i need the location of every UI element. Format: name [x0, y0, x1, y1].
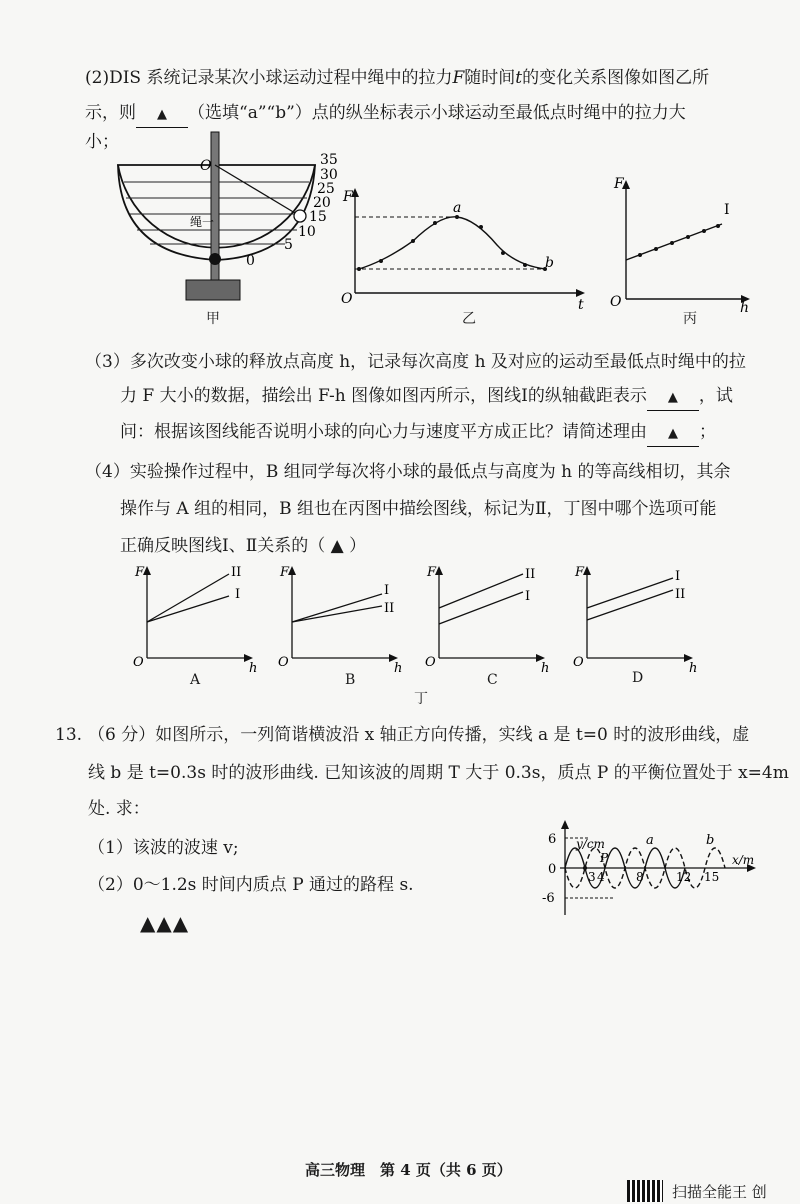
figure-bing — [604, 172, 764, 312]
option-b-bottom: II — [384, 601, 395, 616]
q13-number: 13. — [55, 725, 83, 745]
bing-y-label: F — [614, 176, 624, 192]
bing-origin: O — [610, 294, 622, 310]
answer-blank: ▲ — [136, 103, 188, 128]
yi-point-b: b — [545, 255, 554, 271]
figure-yi — [335, 185, 595, 315]
scanner-watermark: 扫描全能王 创 — [672, 1183, 767, 1201]
scale-25: 25 — [317, 181, 335, 197]
q12-p4-line3: 正确反映图线Ⅰ、Ⅱ关系的（ ▲ ） — [120, 536, 367, 556]
q12-p4-line1: （4）实验操作过程中，B 组同学每次将小球的最低点与高度为 h 的等高线相切，其余 — [85, 462, 731, 482]
wave-tick-y-neg6: -6 — [542, 891, 555, 906]
yi-point-a: a — [453, 200, 462, 216]
option-b-top: I — [384, 583, 390, 598]
scale-10: 10 — [298, 224, 316, 240]
yi-x-label: t — [578, 297, 584, 313]
wave-tick-x-8: 8 — [636, 870, 644, 884]
figure-ding — [125, 560, 705, 690]
q13-sub2: （2）0～1.2s 时间内质点 P 通过的路程 s. — [88, 875, 414, 895]
q12-p2-line2: 示，则 ▲ （选填“a”“b”）点的纵坐标表示小球运动至最低点时绳中的拉力大 — [85, 101, 686, 128]
option-b-label: B — [345, 672, 356, 688]
wave-tick-x-4: 4 — [597, 870, 605, 884]
page-footer: 高三物理 第 4 页（共 6 页） — [305, 1161, 512, 1179]
q13-line2: 线 b 是 t=0.3s 时的波形曲线. 已知该波的周期 T 大于 0.3s，质点 P 的平衡位置处于 x=4m — [88, 763, 789, 783]
q13-line1: （6 分）如图所示，一列简谐横波沿 x 轴正方向传播，实线 a 是 t=0 时的波形曲线，虚 — [88, 725, 750, 745]
wave-label-a: a — [646, 833, 654, 848]
bing-line-label: I — [724, 202, 730, 218]
option-d-graph — [573, 565, 697, 676]
q13-line3: 处. 求： — [88, 799, 150, 819]
jia-rope-label: 绳一 — [190, 215, 215, 229]
option-c-top: II — [525, 567, 536, 582]
option-b-y: F — [280, 565, 290, 580]
option-a-y: F — [135, 565, 145, 580]
scale-35: 35 — [320, 152, 338, 168]
q12-p3-line1: （3）多次改变小球的释放点高度 h，记录每次高度 h 及对应的运动至最低点时绳中的拉 — [85, 352, 746, 372]
q12-p3-line2: 力 F 大小的数据，描绘出 F-h 图像如图丙所示，图线Ⅰ的纵轴截距表示 ▲ ，试 — [120, 384, 733, 411]
figure-jia — [110, 130, 360, 330]
option-c-origin: O — [425, 655, 436, 670]
wave-tick-x-12: 12 — [676, 870, 692, 884]
caption-jia: 甲 — [206, 311, 220, 327]
scale-0: 0 — [246, 253, 255, 269]
q12-p3-line3: 问：根据该图线能否说明小球的向心力与速度平方成正比？请简述理由 ▲ ； — [120, 420, 716, 447]
wave-tick-x-3: 3 — [588, 870, 596, 884]
option-b-graph — [278, 565, 402, 676]
bing-x-label: h — [740, 300, 750, 312]
q13-answer-marks: ▲▲▲ — [140, 911, 190, 935]
scale-20: 20 — [313, 195, 331, 211]
yi-origin: O — [341, 291, 353, 307]
wave-tick-y-0: 0 — [548, 862, 557, 877]
wave-x-label: x/m — [732, 853, 755, 867]
answer-blank: ▲ — [647, 386, 699, 411]
q13-sub1: （1）该波的波速 v; — [88, 838, 239, 858]
wave-tick-y-6: 6 — [548, 832, 557, 847]
option-d-y: F — [575, 565, 585, 580]
option-a-bottom: I — [235, 587, 241, 602]
option-c-bottom: I — [525, 589, 531, 604]
wave-y-label: y/cm — [576, 837, 605, 851]
option-d-label: D — [632, 670, 644, 686]
jia-origin: O — [200, 158, 212, 174]
scale-5: 5 — [284, 237, 293, 253]
scale-30: 30 — [320, 167, 338, 183]
yi-y-label: F — [343, 189, 353, 205]
caption-yi: 乙 — [462, 311, 476, 327]
answer-blank: ▲ — [647, 422, 699, 447]
option-a-top: II — [231, 565, 242, 580]
option-c-x: h — [541, 661, 550, 676]
option-a-x: h — [249, 661, 258, 676]
wave-tick-x-15: 15 — [704, 870, 720, 884]
wave-label-b: b — [706, 833, 715, 848]
option-c-y: F — [427, 565, 437, 580]
scale-15: 15 — [309, 209, 327, 225]
q12-p4-line2: 操作与 A 组的相同，B 组也在丙图中描绘图线，标记为Ⅱ，丁图中哪个选项可能 — [120, 499, 717, 519]
qr-code-icon — [627, 1180, 663, 1202]
caption-ding: 丁 — [414, 691, 428, 707]
option-b-x: h — [394, 661, 403, 676]
wave-point-p: P — [600, 851, 609, 865]
caption-bing: 丙 — [683, 311, 697, 327]
option-d-bottom: II — [675, 587, 686, 602]
option-d-x: h — [689, 661, 698, 676]
option-a-origin: O — [133, 655, 144, 670]
q12-p2-line3: 小； — [85, 132, 119, 152]
option-d-origin: O — [573, 655, 584, 670]
wave-figure — [540, 820, 765, 920]
q12-p2-line1: (2)DIS 系统记录某次小球运动过程中绳中的拉力F随时间t的变化关系图像如图乙所 — [85, 68, 710, 88]
option-c-label: C — [487, 672, 498, 688]
option-a-graph — [133, 565, 257, 676]
option-c-graph — [425, 565, 549, 676]
option-a-label: A — [190, 672, 201, 688]
option-b-origin: O — [278, 655, 289, 670]
option-d-top: I — [675, 569, 681, 584]
